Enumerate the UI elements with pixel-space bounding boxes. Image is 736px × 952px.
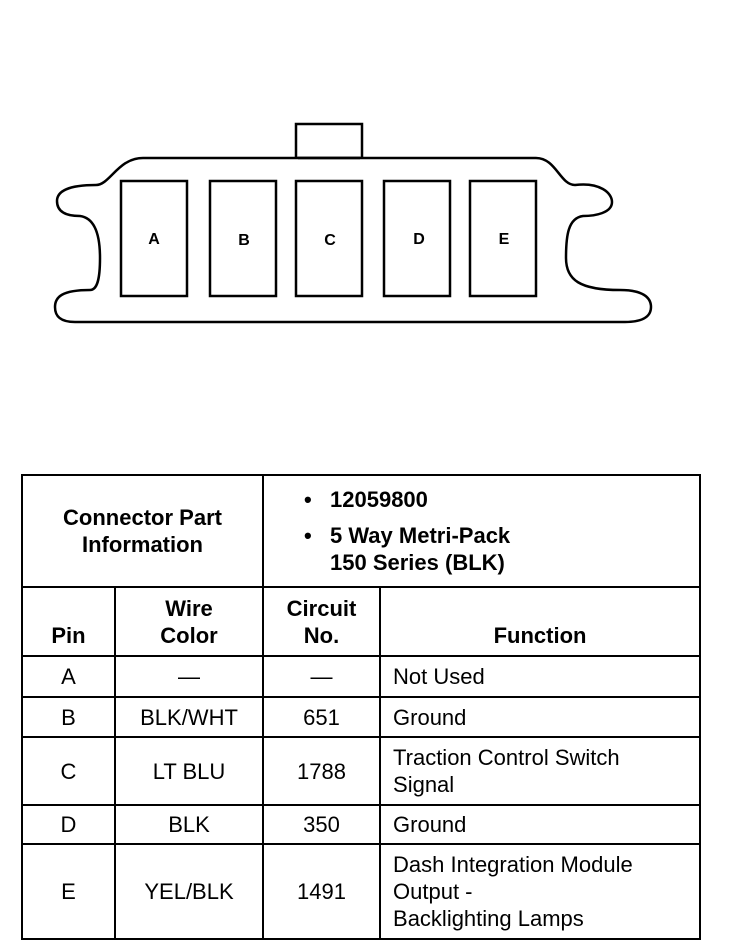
- row-e-function-line3: Backlighting Lamps: [393, 906, 584, 931]
- row-c-wire: LT BLU: [115, 737, 263, 805]
- row-e-pin: E: [22, 844, 115, 939]
- part-info-row: [22, 475, 700, 587]
- row-b-pin: B: [22, 697, 115, 737]
- row-c-function-line2: Signal: [393, 772, 455, 797]
- column-header-pin: [22, 587, 115, 656]
- row-e-wire: YEL/BLK: [115, 844, 263, 939]
- pin-label-d: D: [413, 231, 425, 248]
- column-header-circuit-line2: No.: [303, 623, 340, 648]
- row-a-function: [380, 656, 700, 697]
- row-d-function-line1: Ground: [393, 812, 467, 837]
- column-header-pin-label: Pin: [51, 623, 86, 648]
- part-number: 12059800: [330, 487, 428, 512]
- connector-diagram: [0, 0, 736, 400]
- part-number-line: [304, 486, 699, 513]
- pin-label-c: C: [324, 232, 336, 249]
- row-c-function-line1: Traction Control Switch: [393, 745, 620, 770]
- row-b-function: [380, 697, 700, 737]
- part-info-details: [263, 475, 700, 587]
- part-description-1: 5 Way Metri-Pack: [330, 523, 511, 548]
- part-description-line: [304, 522, 699, 549]
- bullet-icon: •: [304, 487, 312, 512]
- row-d-wire: BLK: [115, 805, 263, 844]
- table-row: [22, 656, 700, 697]
- column-header-wire-line1: Wire: [165, 596, 213, 621]
- part-info-header: [22, 475, 263, 587]
- column-header-circuit: [263, 587, 380, 656]
- table-row: [22, 697, 700, 737]
- row-a-function-line1: Not Used: [393, 664, 485, 689]
- column-header-function: [380, 587, 700, 656]
- part-description-2: 150 Series (BLK): [330, 550, 505, 575]
- part-info-header-line1: Connector Part: [63, 505, 222, 530]
- pin-cavity-e: [470, 181, 536, 296]
- connector-info-table: [21, 474, 701, 940]
- column-header-wire-color: [115, 587, 263, 656]
- row-b-function-line1: Ground: [393, 704, 467, 730]
- row-e-function-line2: Output -: [393, 879, 473, 904]
- column-header-wire-line2: Color: [160, 623, 218, 648]
- row-a-wire: —: [115, 656, 263, 697]
- pin-label-e: E: [498, 231, 510, 248]
- part-info-header-line2: Information: [82, 532, 203, 557]
- row-a-circuit: —: [263, 656, 380, 697]
- row-c-circuit: 1788: [263, 737, 380, 805]
- pin-label-b: B: [238, 232, 250, 249]
- pin-cavity-c: [296, 181, 362, 296]
- column-header-circuit-line1: Circuit: [286, 596, 357, 621]
- pin-cavity-b: [210, 181, 276, 296]
- column-header-row: [22, 587, 700, 656]
- pin-cavity-a: [121, 181, 187, 296]
- row-e-circuit: 1491: [263, 844, 380, 939]
- pin-cavity-d: [384, 181, 450, 296]
- bullet-icon: •: [304, 523, 312, 548]
- connector-lock-tab: [296, 124, 362, 158]
- row-d-circuit: 350: [263, 805, 380, 844]
- row-a-pin: A: [22, 656, 115, 697]
- row-e-function-line1: Dash Integration Module: [393, 852, 633, 877]
- row-d-pin: D: [22, 805, 115, 844]
- table-row: [22, 805, 700, 844]
- row-d-function: [380, 805, 700, 844]
- row-b-circuit: 651: [263, 697, 380, 737]
- pin-label-a: A: [148, 231, 160, 248]
- row-b-wire: BLK/WHT: [115, 697, 263, 737]
- row-e-function: [380, 844, 700, 939]
- row-c-function: [380, 737, 700, 805]
- table-row: [22, 737, 700, 805]
- table-row: [22, 844, 700, 939]
- row-c-pin: C: [22, 737, 115, 805]
- column-header-function-label: Function: [493, 623, 587, 648]
